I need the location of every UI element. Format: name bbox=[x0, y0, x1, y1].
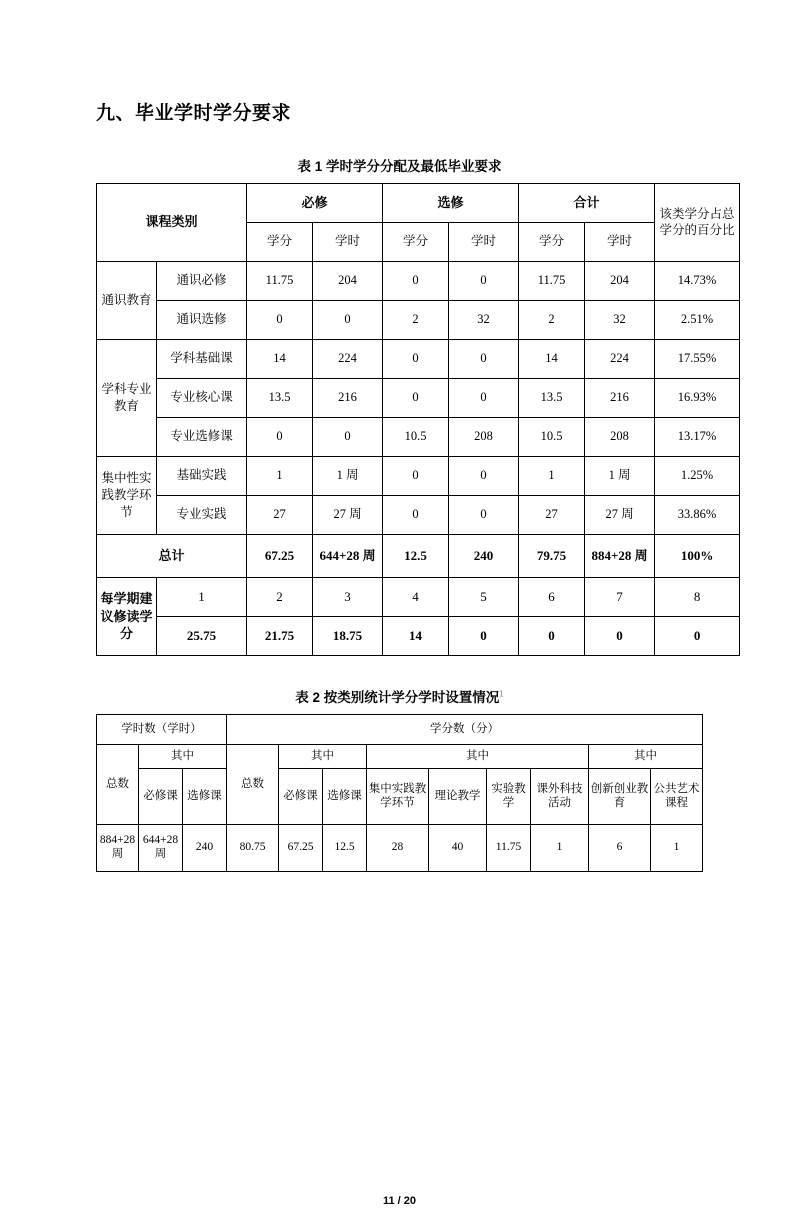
cell-total-credits: 10.5 bbox=[519, 418, 585, 457]
row-label: 学科基础课 bbox=[157, 340, 247, 379]
cell-required-hours: 0 bbox=[313, 418, 383, 457]
row-label: 通识必修 bbox=[157, 262, 247, 301]
cell-total-credits: 1 bbox=[519, 457, 585, 496]
cell-total-hours: 216 bbox=[585, 379, 655, 418]
table-row bbox=[97, 301, 740, 340]
semester-value: 18.75 bbox=[313, 617, 383, 656]
header-extracurricular: 课外科技活动 bbox=[531, 769, 589, 825]
cell-percent: 2.51% bbox=[655, 301, 740, 340]
cell-elective-hours: 32 bbox=[449, 301, 519, 340]
cell-required-hours: 27 周 bbox=[313, 496, 383, 535]
cell-elective-hours: 0 bbox=[449, 262, 519, 301]
semester-value: 0 bbox=[449, 617, 519, 656]
table2-caption bbox=[96, 686, 703, 706]
header-credits-required: 必修课 bbox=[279, 769, 323, 825]
cell-elective-hours: 0 bbox=[449, 379, 519, 418]
cell-percent: 1.25% bbox=[655, 457, 740, 496]
table-row bbox=[97, 262, 740, 301]
cell-elective-credits: 0 bbox=[383, 262, 449, 301]
cell-elective-credits: 2 bbox=[383, 301, 449, 340]
header-experiment: 实验教学 bbox=[487, 769, 531, 825]
table-row bbox=[97, 184, 740, 223]
semester-number: 3 bbox=[313, 578, 383, 617]
header-required-credits: 学分 bbox=[247, 223, 313, 262]
total-total-credits: 79.75 bbox=[519, 535, 585, 578]
row-label: 专业核心课 bbox=[157, 379, 247, 418]
value-hours-required: 644+28 周 bbox=[139, 825, 183, 872]
cell-required-hours: 0 bbox=[313, 301, 383, 340]
semester-value: 25.75 bbox=[157, 617, 247, 656]
value-hours-elective: 240 bbox=[183, 825, 227, 872]
semester-number: 8 bbox=[655, 578, 740, 617]
table-row bbox=[97, 379, 740, 418]
header-sub-3: 其中 bbox=[367, 745, 589, 769]
cell-required-credits: 11.75 bbox=[247, 262, 313, 301]
semester-value: 0 bbox=[655, 617, 740, 656]
cell-elective-hours: 208 bbox=[449, 418, 519, 457]
cell-percent: 33.86% bbox=[655, 496, 740, 535]
header-elective-credits: 学分 bbox=[383, 223, 449, 262]
total-required-credits: 67.25 bbox=[247, 535, 313, 578]
semester-number: 6 bbox=[519, 578, 585, 617]
table-row bbox=[97, 418, 740, 457]
header-elective: 选修 bbox=[383, 184, 519, 223]
cell-total-hours: 1 周 bbox=[585, 457, 655, 496]
group-label-major: 学科专业教育 bbox=[97, 340, 157, 457]
cell-required-credits: 13.5 bbox=[247, 379, 313, 418]
table-row bbox=[97, 496, 740, 535]
header-required-hours: 学时 bbox=[313, 223, 383, 262]
cell-total-credits: 2 bbox=[519, 301, 585, 340]
header-total: 合计 bbox=[519, 184, 655, 223]
total-total-hours: 884+28 周 bbox=[585, 535, 655, 578]
header-public-art: 公共艺术课程 bbox=[651, 769, 703, 825]
table-row bbox=[97, 769, 703, 825]
semester-number: 5 bbox=[449, 578, 519, 617]
semester-number: 7 bbox=[585, 578, 655, 617]
table-row bbox=[97, 340, 740, 379]
cell-elective-credits: 0 bbox=[383, 457, 449, 496]
header-credits-group: 学分数（分） bbox=[227, 715, 703, 745]
row-label: 基础实践 bbox=[157, 457, 247, 496]
table-row bbox=[97, 825, 703, 872]
cell-elective-hours: 0 bbox=[449, 340, 519, 379]
semester-value: 14 bbox=[383, 617, 449, 656]
table-row bbox=[97, 457, 740, 496]
cell-total-credits: 11.75 bbox=[519, 262, 585, 301]
cell-required-credits: 0 bbox=[247, 301, 313, 340]
table-row bbox=[97, 745, 703, 769]
value-practice: 28 bbox=[367, 825, 429, 872]
cell-total-credits: 27 bbox=[519, 496, 585, 535]
value-theory: 40 bbox=[429, 825, 487, 872]
header-total-credits: 学分 bbox=[519, 223, 585, 262]
table-row bbox=[97, 535, 740, 578]
value-credits-total: 80.75 bbox=[227, 825, 279, 872]
header-category: 课程类别 bbox=[97, 184, 247, 262]
table2-caption-text: 表 2 按类别统计学分学时设置情况 bbox=[295, 690, 500, 705]
header-total-hours: 学时 bbox=[585, 223, 655, 262]
group-label-general: 通识教育 bbox=[97, 262, 157, 340]
cell-required-hours: 204 bbox=[313, 262, 383, 301]
cell-total-credits: 13.5 bbox=[519, 379, 585, 418]
total-elective-credits: 12.5 bbox=[383, 535, 449, 578]
value-experiment: 11.75 bbox=[487, 825, 531, 872]
cell-percent: 13.17% bbox=[655, 418, 740, 457]
header-sub-2: 其中 bbox=[279, 745, 367, 769]
value-public-art: 1 bbox=[651, 825, 703, 872]
cell-percent: 16.93% bbox=[655, 379, 740, 418]
semester-value: 21.75 bbox=[247, 617, 313, 656]
header-hours-total: 总数 bbox=[97, 745, 139, 825]
cell-total-hours: 32 bbox=[585, 301, 655, 340]
cell-total-hours: 204 bbox=[585, 262, 655, 301]
total-required-hours: 644+28 周 bbox=[313, 535, 383, 578]
header-credits-elective: 选修课 bbox=[323, 769, 367, 825]
semester-number: 1 bbox=[157, 578, 247, 617]
cell-elective-hours: 0 bbox=[449, 496, 519, 535]
header-sub-4: 其中 bbox=[589, 745, 703, 769]
header-innovation: 创新创业教育 bbox=[589, 769, 651, 825]
header-percent: 该类学分占总学分的百分比 bbox=[655, 184, 740, 262]
cell-required-credits: 1 bbox=[247, 457, 313, 496]
cell-total-credits: 14 bbox=[519, 340, 585, 379]
table-row bbox=[97, 617, 740, 656]
semester-value: 0 bbox=[519, 617, 585, 656]
semester-value: 0 bbox=[585, 617, 655, 656]
cell-total-hours: 208 bbox=[585, 418, 655, 457]
header-practice: 集中实践教学环节 bbox=[367, 769, 429, 825]
header-theory: 理论教学 bbox=[429, 769, 487, 825]
document-page bbox=[0, 98, 799, 1229]
row-label: 专业实践 bbox=[157, 496, 247, 535]
header-hours-elective: 选修课 bbox=[183, 769, 227, 825]
category-statistics-table bbox=[96, 714, 703, 872]
cell-required-credits: 27 bbox=[247, 496, 313, 535]
cell-elective-credits: 0 bbox=[383, 496, 449, 535]
header-sub-1: 其中 bbox=[139, 745, 227, 769]
group-label-practice: 集中性实践教学环节 bbox=[97, 457, 157, 535]
cell-elective-credits: 0 bbox=[383, 340, 449, 379]
value-credits-required: 67.25 bbox=[279, 825, 323, 872]
semester-label: 每学期建议修读学分 bbox=[97, 578, 157, 656]
page-footer: 11 / 20 bbox=[382, 1195, 417, 1207]
cell-elective-credits: 0 bbox=[383, 379, 449, 418]
row-label: 通识选修 bbox=[157, 301, 247, 340]
value-innovation: 6 bbox=[589, 825, 651, 872]
header-credits-total: 总数 bbox=[227, 745, 279, 825]
page-title: 九、毕业学时学分要求 bbox=[96, 103, 292, 124]
header-hours-group: 学时数（学时） bbox=[97, 715, 227, 745]
cell-required-hours: 216 bbox=[313, 379, 383, 418]
total-percent: 100% bbox=[655, 535, 740, 578]
table-row bbox=[97, 578, 740, 617]
cell-required-credits: 14 bbox=[247, 340, 313, 379]
table2-caption-footnote: 1 bbox=[499, 689, 504, 699]
cell-percent: 17.55% bbox=[655, 340, 740, 379]
cell-elective-hours: 0 bbox=[449, 457, 519, 496]
semester-number: 2 bbox=[247, 578, 313, 617]
cell-required-hours: 1 周 bbox=[313, 457, 383, 496]
header-hours-required: 必修课 bbox=[139, 769, 183, 825]
table1-caption: 表 1 学时学分分配及最低毕业要求 bbox=[297, 159, 502, 174]
header-required: 必修 bbox=[247, 184, 383, 223]
cell-total-hours: 27 周 bbox=[585, 496, 655, 535]
semester-number: 4 bbox=[383, 578, 449, 617]
row-label: 专业选修课 bbox=[157, 418, 247, 457]
table-row bbox=[97, 715, 703, 745]
total-label: 总计 bbox=[97, 535, 247, 578]
credit-requirements-table bbox=[96, 183, 740, 656]
cell-required-credits: 0 bbox=[247, 418, 313, 457]
value-extracurricular: 1 bbox=[531, 825, 589, 872]
cell-percent: 14.73% bbox=[655, 262, 740, 301]
cell-required-hours: 224 bbox=[313, 340, 383, 379]
value-hours-total: 884+28 周 bbox=[97, 825, 139, 872]
cell-total-hours: 224 bbox=[585, 340, 655, 379]
header-elective-hours: 学时 bbox=[449, 223, 519, 262]
value-credits-elective: 12.5 bbox=[323, 825, 367, 872]
total-elective-hours: 240 bbox=[449, 535, 519, 578]
cell-elective-credits: 10.5 bbox=[383, 418, 449, 457]
